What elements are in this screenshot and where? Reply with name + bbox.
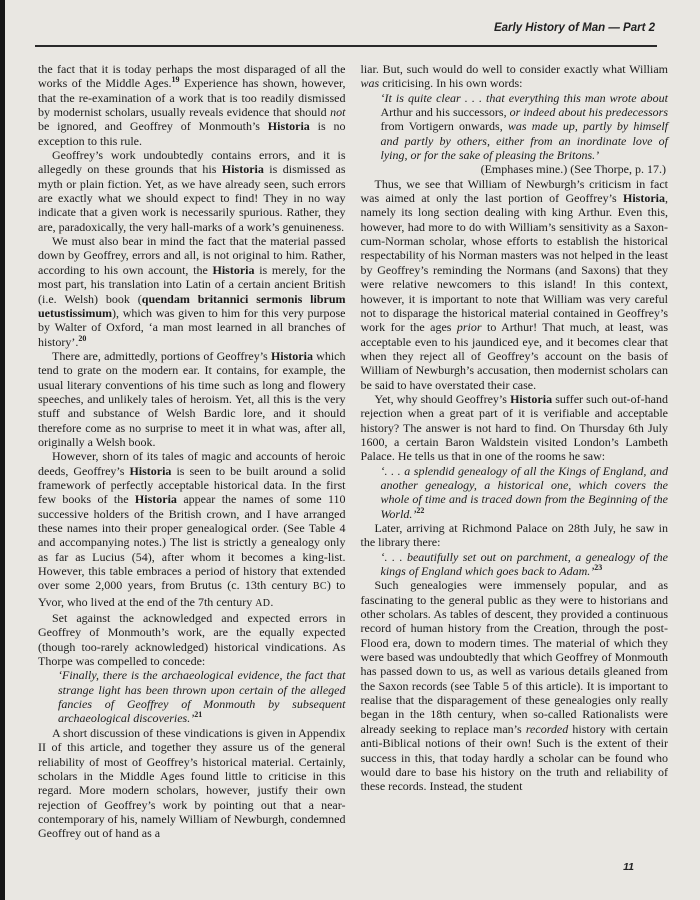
paragraph: (Emphases mine.) (See Thorpe, p. 17.) (480, 162, 666, 177)
paragraph: However, shorn of its tales of magic and accounts of heroic deeds, Geoffrey’s Historia is seen to be built around a solid framework of perfectly acceptable historical data. In the first few books of the Historia appear the names of some 110 successive holders of the British crown, and I have arranged these names into their proper genealogical order. (See Table 4 and accompanying notes.) The list is strictly a genealogy only as far as Lucius (54), after whom it becomes a king-list. However, this table embraces a period of history that extended over some 2,000 years, from Brutus (c. 13th century BC) to Yvor, who lived at the end of the 7th century AD. (38, 449, 346, 609)
paragraph: Geoffrey’s work undoubtedly contains errors, and it is allegedly on these grounds that his Historia is dismissed as myth or plain fiction. Yet, as we have already seen, such errors are exactly what we should expect to find! They in no way indicate that a given work is necessarily spurious. Rather, they are, paradoxically, the very hall-marks of a work’s genuineness. (38, 148, 346, 234)
footnote-reference: 22 (416, 505, 425, 515)
paragraph: Yet, why should Geoffrey’s Historia suffer such out-of-hand rejection when a great part of it is verifiable and acceptable history? The answer is not hard to find. On Thursday 6th July 1600, a certain Baron Waldstein visited London’s Lambeth Palace. He tells us that in one of the rooms he saw: (360, 391, 668, 464)
header-divider (35, 45, 657, 47)
running-header: Early History of Man — Part 2 (493, 22, 655, 34)
paragraph: We must also bear in mind the fact that the material passed down by Geoffrey, errors and all, is not original to him. Rather, according to his own account, the Historia is merely, for the most part, his translation into Latin of a certain ancient British (i.e. Welsh) book (quendam britannici sermonis librum uetustissimum), which was given to him for this very purpose by Walter of Oxford, ‘a man most learned in all branches of history’.$^{20}$ (38, 234, 346, 349)
paragraph: the fact that it is today perhaps the most disparaged of all the works of the Middle Ages.$^{19}$ Experience has shown, however, that the re-examination of a work that is too readily dismissed by modernist scholars, usually reveals evidence that should not be ignored, and Geoffrey of Monmouth’s Historia is no exception to this rule. (38, 62, 346, 148)
paragraph: There are, admittedly, portions of Geoffrey’s Historia which tend to grate on the modern ear. It contains, for example, the usual literary conventions of his time such as long and flowery speeches, and unlikely tales of heroism. Yet, all this is the very stuff and substance of Welsh Bardic lore, and it should therefore come as no surprise to meet it in what was, after all, originally a Welsh book. (38, 348, 346, 449)
block-quote: ‘. . . beautifully set out on parchment, a genealogy of the kings of England which goes back to Adam.’$^{23}$ (380, 549, 668, 579)
paragraph: Such genealogies were immensely popular, and as fascinating to the general public as they were to historians and other scholars. As tables of descent, they provided a continuous record of human history from the Creation, through the post-Flood era, down to modern times. The material of which they were based was undoubtedly that which Geoffrey of Monmouth has passed down to us, as well as various details gleaned from the Saxon records (see Table 5 of this article). It is important to realise that the disparagement of these genealogies only really began in the 18th century, when so-called Rationalists were already seeking to replace man’s recorded history with certain anti-Biblical notions of their own! Such is the extent of their success in this, that today hardly a scholar can be found who would dare to base his history on the truth and reliability of these records. Instead, the student (360, 578, 668, 794)
paragraph: Thus, we see that William of Newburgh’s criticism in fact was aimed at only the last portion of Geoffrey’s Historia, namely its long section dealing with king Arthur. Even this, however, had more to do with William’s sensitivity as a Saxon-cum-Norman scholar, whose efforts to establish the historical respectability of his Norman masters was not helped in the least by Geoffrey’s reminding the Normans (and Saxons) that they were relative newcomers to this island! In this context, however, it is important to note that William was very careful not to disparage the historical material contained in Geoffrey’s work for the ages prior to Arthur! That much, at least, was acceptable even to his jaundiced eye, and it becomes clear that when they reject all of Geoffrey’s account on the basis of William of Newburgh’s accusation, then modernist scholars can be said to have overstated their case. (360, 176, 669, 392)
footnote-reference: 21 (194, 710, 203, 720)
paragraph: Later, arriving at Richmond Palace on 28th July, he saw in the library there: (360, 521, 668, 550)
article-body (38, 62, 668, 841)
footnote-reference: 20 (78, 333, 87, 343)
left-column (38, 62, 346, 841)
paragraph: A short discussion of these vindications is given in Appendix II of this article, and together they assure us of the general reliability of most of Geoffrey’s historical material. Certainly, scholars in the Middle Ages found little to criticise in this regard. More modern scholars, however, justify their own rejection of Geoffrey’s work by pointing out that a near-contemporary of his, namely William of Newburgh, condemned Geoffrey out of hand as a (38, 725, 346, 841)
right-column (361, 62, 669, 841)
block-quote: ‘. . . a splendid genealogy of all the Kings of England, and another genealogy, a historical one, which covers the whole of time and is traced down from the Beginning of the World.’$^{22}$ (380, 463, 668, 521)
scan-edge-artifact (0, 0, 5, 900)
footnote-reference: 23 (594, 563, 603, 573)
block-quote: ‘Finally, there is the archaeological evidence, the fact that strange light has been thrown upon certain of the alleged fancies of Geoffrey of Monmouth by subsequent archaeological discoveries.’$^{21}$ (58, 668, 346, 726)
footnote-reference: 19 (171, 75, 180, 85)
block-quote: ‘It is quite clear . . . that everything this man wrote about Arthur and his successors, or indeed about his predecessors from Vortigern onwards, was made up, partly by himself and partly by others, either from an inordinate love of lying, or for the sake of pleasing the Britons.’ (380, 90, 668, 163)
paragraph: liar. But, such would do well to consider exactly what William was criticising. In his own words: (360, 62, 668, 91)
paragraph: Set against the acknowledged and expected errors in Geoffrey of Monmouth’s work, are the equally expected (though too-rarely acknowledged) historical vindications. As Thorpe was compelled to concede: (38, 611, 346, 669)
page-number: 11 (623, 861, 634, 873)
